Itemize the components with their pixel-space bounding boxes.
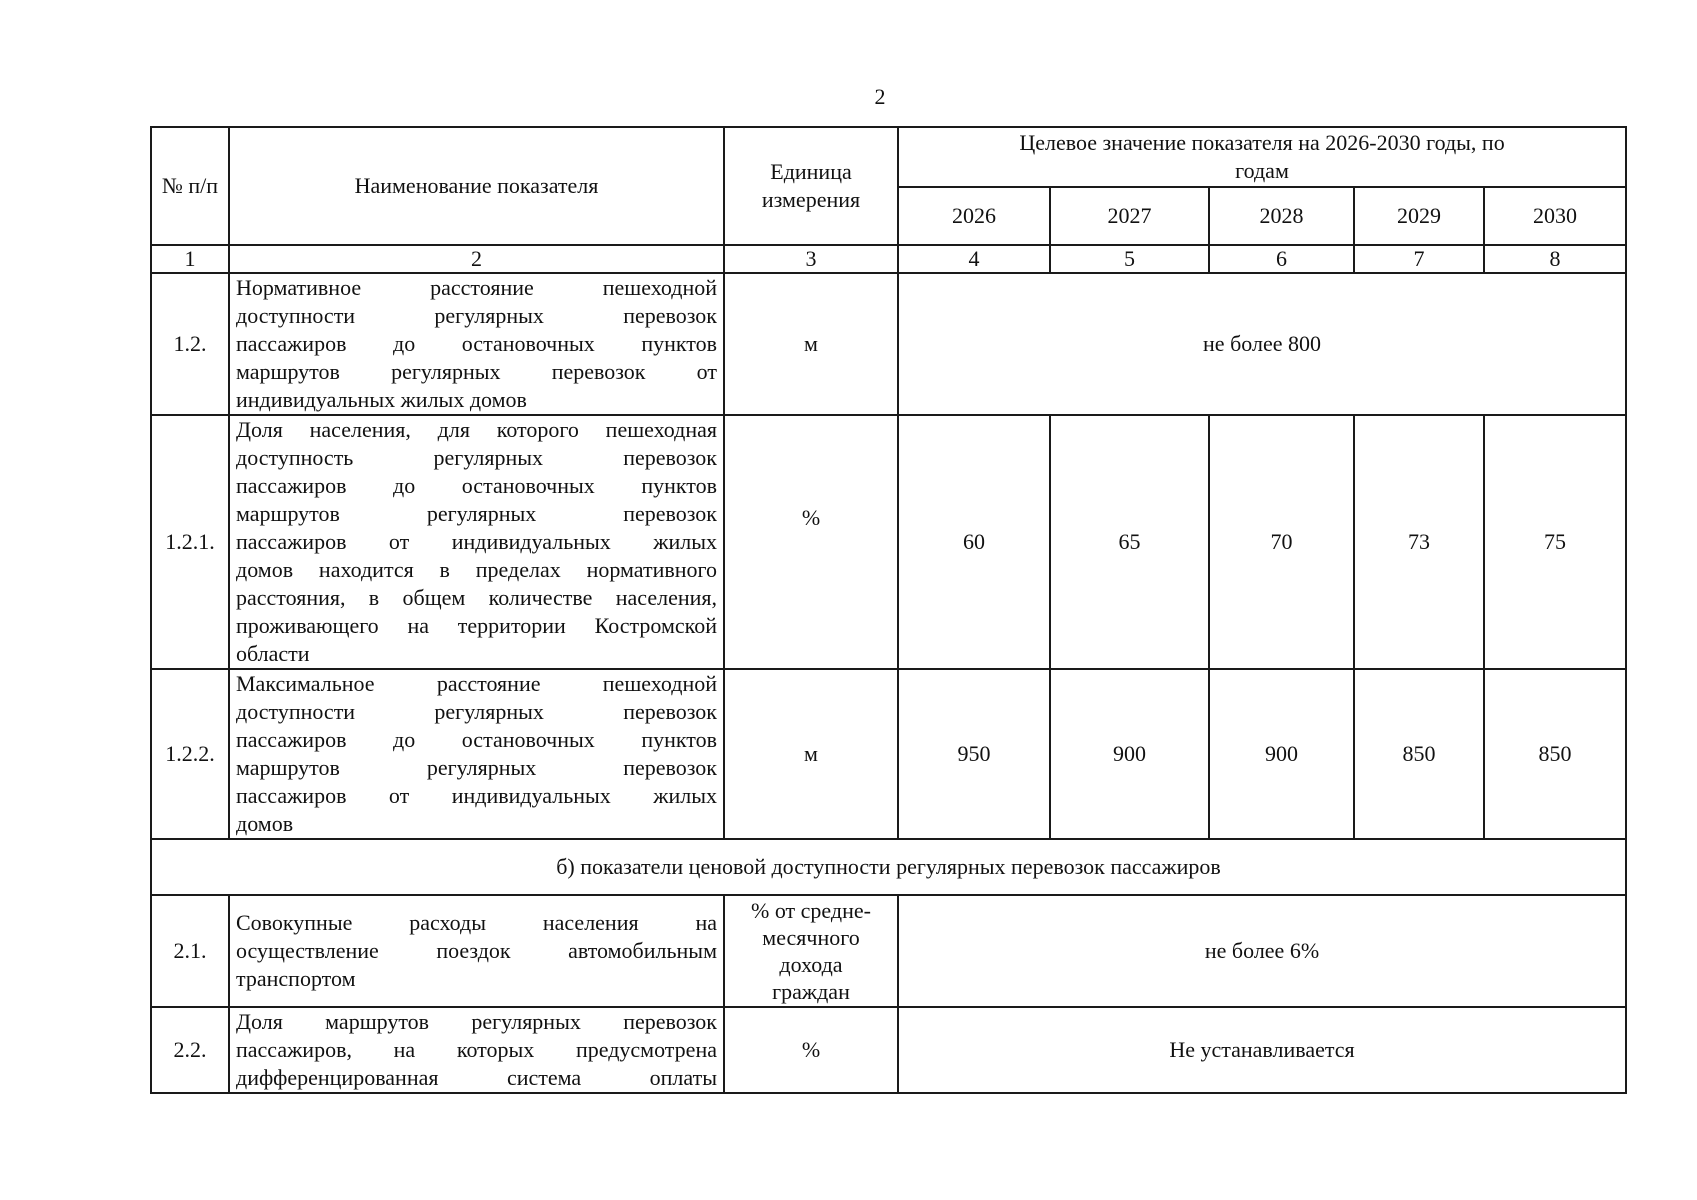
column-number: 8 [1484, 245, 1626, 273]
indicator-name-line: проживающего на территории Костромской [236, 613, 717, 638]
indicator-name-line: доступности регулярных перевозок [236, 303, 717, 328]
header-year-2026: 2026 [898, 187, 1050, 245]
row-number: 1.2. [151, 273, 229, 415]
indicator-name [229, 1007, 724, 1093]
value-2026: 60 [898, 415, 1050, 669]
indicator-name-line: Доля населения, для которого пешеходная [236, 417, 717, 442]
indicator-name-line: Максимальное расстояние пешеходной [236, 671, 717, 696]
value-2027: 900 [1050, 669, 1209, 839]
indicators-table [150, 126, 1627, 1094]
unit-line: месячного [762, 925, 860, 950]
indicator-name-line: дифференцированная система оплаты [236, 1065, 717, 1090]
indicator-name [229, 669, 724, 839]
unit-line: граждан [772, 979, 850, 1004]
table-row [151, 415, 1626, 669]
row-number: 2.2. [151, 1007, 229, 1093]
table-row [151, 1007, 1626, 1093]
indicator-name-line: домов находится в пределах нормативного [236, 557, 717, 582]
value-2028: 900 [1209, 669, 1354, 839]
indicator-name-line: осуществление поездок автомобильным [236, 938, 717, 963]
value-2028: 70 [1209, 415, 1354, 669]
row-number: 1.2.2. [151, 669, 229, 839]
value-2029: 850 [1354, 669, 1484, 839]
table-row [151, 273, 1626, 415]
unit: % [724, 1007, 898, 1093]
unit [724, 895, 898, 1007]
column-number: 2 [229, 245, 724, 273]
indicator-name-line: пассажиров до остановочных пунктов [236, 473, 717, 498]
header-year-2027: 2027 [1050, 187, 1209, 245]
header-year-2028: 2028 [1209, 187, 1354, 245]
unit: % [724, 415, 898, 669]
column-number: 7 [1354, 245, 1484, 273]
row-number: 2.1. [151, 895, 229, 1007]
indicator-name-line: доступности регулярных перевозок [236, 699, 717, 724]
indicator-name-line: маршрутов регулярных перевозок [236, 501, 717, 526]
unit: м [724, 273, 898, 415]
header-num: № п/п [151, 127, 229, 245]
indicator-name-line: индивидуальных жилых домов [236, 387, 527, 412]
indicator-name-line: Совокупные расходы населения на [236, 910, 717, 935]
indicator-name-line: пассажиров, на которых предусмотрена [236, 1037, 717, 1062]
column-number: 1 [151, 245, 229, 273]
section-row [151, 839, 1626, 895]
target-value-merged: не более 800 [898, 273, 1626, 415]
indicator-name [229, 895, 724, 1007]
indicator-name-line: пассажиров от индивидуальных жилых [236, 783, 717, 808]
value-2027: 65 [1050, 415, 1209, 669]
header-year-2029: 2029 [1354, 187, 1484, 245]
indicator-name-line: пассажиров от индивидуальных жилых [236, 529, 717, 554]
indicator-name-line: Доля маршрутов регулярных перевозок [236, 1009, 717, 1034]
table-row [151, 669, 1626, 839]
value-2030: 850 [1484, 669, 1626, 839]
target-value-merged: Не устанавливается [898, 1007, 1626, 1093]
column-number: 5 [1050, 245, 1209, 273]
header-year-2030: 2030 [1484, 187, 1626, 245]
indicator-name-line: маршрутов регулярных перевозок от [236, 359, 717, 384]
indicator-name-line: пассажиров до остановочных пунктов [236, 331, 717, 356]
row-number: 1.2.1. [151, 415, 229, 669]
indicator-name-line: домов [236, 811, 294, 836]
indicator-name-line: маршрутов регулярных перевозок [236, 755, 717, 780]
table-row [151, 895, 1626, 1007]
unit-line: дохода [779, 952, 843, 977]
indicator-name-line: доступность регулярных перевозок [236, 445, 717, 470]
indicator-name [229, 273, 724, 415]
indicator-name-line: Нормативное расстояние пешеходной [236, 275, 717, 300]
page-number: 2 [874, 84, 886, 109]
header-name: Наименование показателя [229, 127, 724, 245]
column-number: 3 [724, 245, 898, 273]
indicator-name-line: транспортом [236, 966, 356, 991]
unit: м [724, 669, 898, 839]
unit-line: % от средне- [751, 898, 871, 923]
indicator-name-line: пассажиров до остановочных пунктов [236, 727, 717, 752]
indicator-name-line: области [236, 641, 310, 666]
column-number: 6 [1209, 245, 1354, 273]
header-unit: Единица измерения [724, 127, 898, 245]
column-number: 4 [898, 245, 1050, 273]
value-2030: 75 [1484, 415, 1626, 669]
indicator-name-line: расстояния, в общем количестве населения, [236, 585, 717, 610]
indicator-name [229, 415, 724, 669]
column-numbers-row [151, 245, 1626, 273]
target-value-merged: не более 6% [898, 895, 1626, 1007]
value-2026: 950 [898, 669, 1050, 839]
section-heading: б) показатели ценовой доступности регулярных перевозок пассажиров [151, 839, 1626, 895]
header-target: Целевое значение показателя на 2026-2030 годы, по годам [898, 127, 1626, 187]
value-2029: 73 [1354, 415, 1484, 669]
